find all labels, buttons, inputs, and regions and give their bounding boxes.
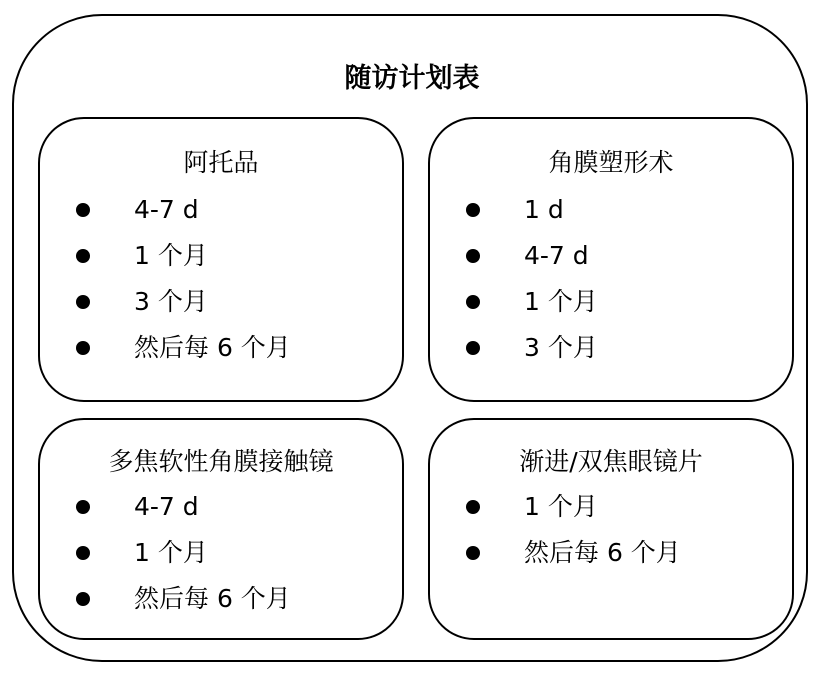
diagram-title: 随访计划表: [344, 63, 480, 94]
item-list: [466, 492, 681, 584]
list-item: [466, 333, 598, 379]
item-label: 1 个月: [524, 492, 598, 521]
item-label: 4-7 d: [134, 492, 199, 521]
list-item: [466, 195, 598, 241]
item-list: [466, 195, 598, 379]
bullet-icon: [466, 500, 480, 514]
item-label: 1 个月: [134, 241, 208, 270]
box-title: 渐进/双焦眼镜片: [519, 447, 703, 476]
bullet-icon: [466, 249, 480, 263]
list-item: [76, 195, 291, 241]
list-item: [466, 538, 681, 584]
list-item: [76, 287, 291, 333]
bullet-icon: [76, 203, 90, 217]
list-item: [76, 538, 291, 584]
item-label: 1 个月: [524, 287, 598, 316]
bullet-icon: [76, 341, 90, 355]
item-list: [76, 195, 291, 379]
list-item: [466, 241, 598, 287]
bullet-icon: [466, 295, 480, 309]
item-label: 3 个月: [524, 333, 598, 362]
bullet-icon: [76, 295, 90, 309]
bullet-icon: [76, 546, 90, 560]
bullet-icon: [466, 546, 480, 560]
box-progressive-bifocal-lenses: [428, 418, 794, 640]
list-item: [466, 492, 681, 538]
item-label: 1 个月: [134, 538, 208, 567]
list-item: [76, 241, 291, 287]
item-label: 然后每 6 个月: [134, 333, 291, 362]
bullet-icon: [76, 500, 90, 514]
list-item: [76, 333, 291, 379]
box-title: 阿托品: [183, 148, 259, 177]
list-item: [76, 584, 291, 630]
box-atropine: [38, 117, 404, 402]
item-label: 4-7 d: [134, 195, 199, 224]
box-orthokeratology: [428, 117, 794, 402]
item-label: 然后每 6 个月: [524, 538, 681, 567]
item-label: 1 d: [524, 195, 564, 224]
bullet-icon: [466, 203, 480, 217]
list-item: [76, 492, 291, 538]
item-label: 4-7 d: [524, 241, 589, 270]
bullet-icon: [76, 592, 90, 606]
bullet-icon: [76, 249, 90, 263]
item-label: 然后每 6 个月: [134, 584, 291, 613]
box-title: 多焦软性角膜接触镜: [108, 447, 334, 476]
box-multifocal-soft-contact-lens: [38, 418, 404, 640]
box-title: 角膜塑形术: [548, 148, 674, 177]
item-label: 3 个月: [134, 287, 208, 316]
item-list: [76, 492, 291, 630]
list-item: [466, 287, 598, 333]
bullet-icon: [466, 341, 480, 355]
